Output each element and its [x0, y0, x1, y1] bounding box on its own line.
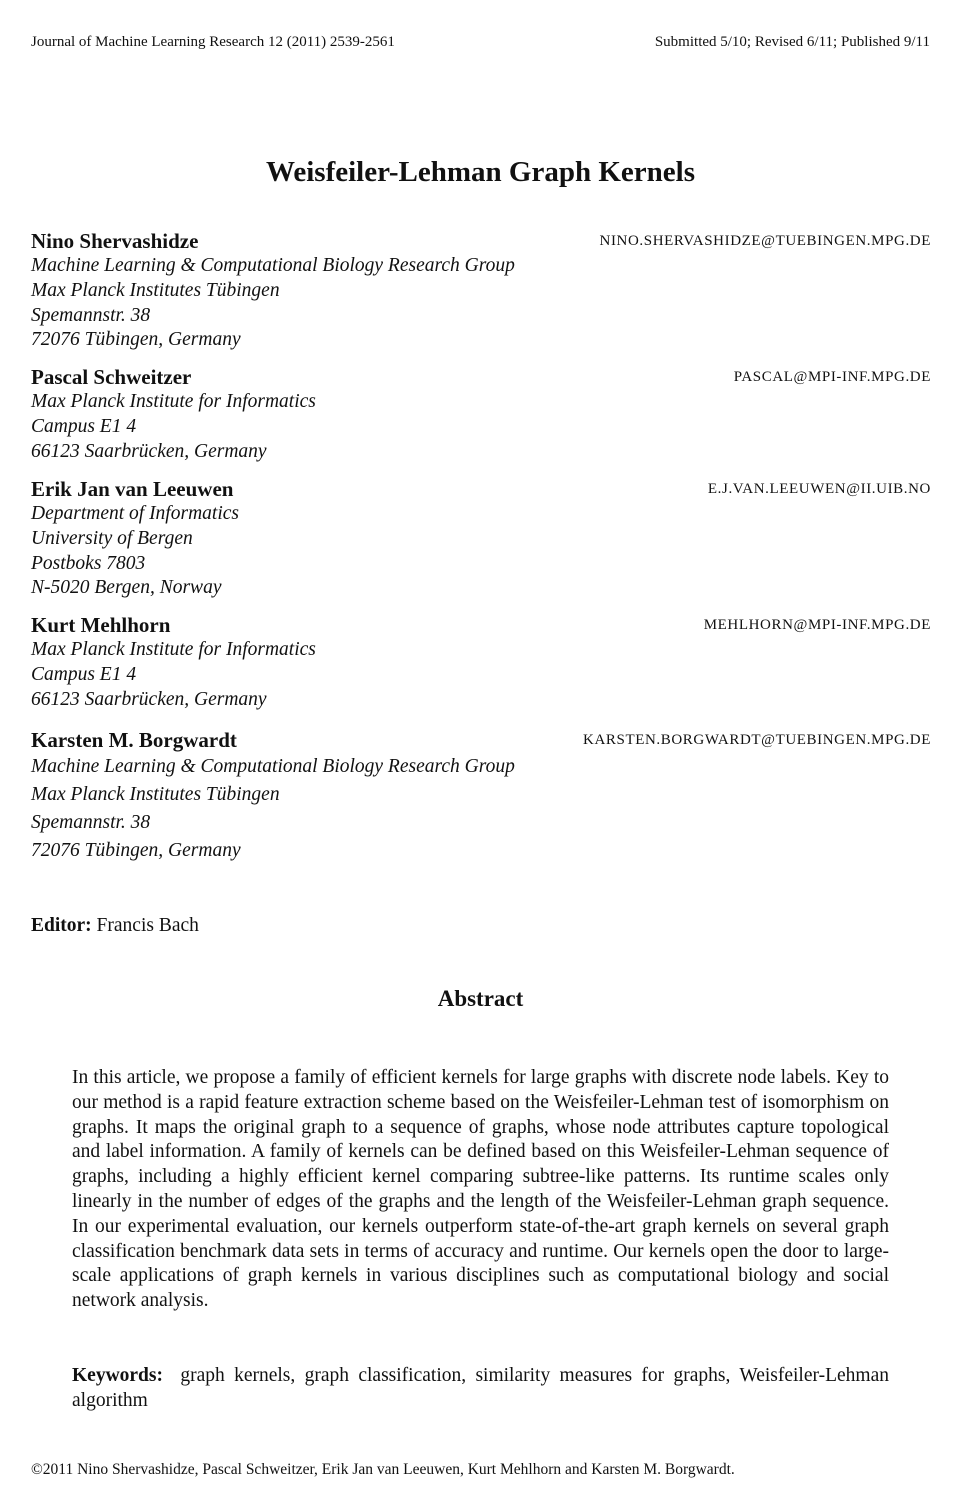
author-name: Erik Jan van Leeuwen: [31, 477, 234, 501]
affiliation-line: Postboks 7803: [31, 552, 146, 574]
affiliation-line: 66123 Saarbrücken, Germany: [31, 688, 267, 710]
affiliation-line: Max Planck Institute for Informatics: [31, 391, 316, 412]
editor-name: Francis Bach: [96, 915, 199, 936]
author-email: E.J.VAN.LEEUWEN@II.UIB.NO: [707, 481, 931, 497]
keywords-label: Keywords:: [72, 1365, 163, 1386]
author-block: [31, 364, 931, 464]
author-name: Nino Shervashidze: [31, 229, 199, 253]
affiliation-line: Max Planck Institutes Tübingen: [31, 279, 280, 301]
affiliation-line: Campus E1 4: [31, 415, 137, 437]
author-email: MEHLHORN@MPI-INF.MPG.DE: [703, 617, 931, 633]
abstract-text: In this article, we propose a family of efficient kernels for large graphs with discrete node labels. Key to our method is a rapid feature extraction scheme based on the Weisfeiler-Lehman test of isomorphism on graphs. It maps the original graph to a sequence of graphs, whose node attributes capture topological and label information. A family of kernels can be defined based on this Weisfeiler-Lehman sequence of graphs, including a highly efficient kernel comparing subtree-like patterns. Its runtime scales only linearly in the number of edges of the graphs and the length of the Weisfeiler-Lehman graph sequence. In our experimental evaluation, our kernels outperform state-of-the-art graph kernels on several graph classification benchmark data sets in terms of accuracy and runtime. Our kernels open the door to large-scale applications of graph kernels in various disciplines such as computational biology and social network analysis.: [72, 1067, 889, 1312]
keywords-line: [72, 1364, 889, 1414]
author-block: [31, 476, 931, 601]
affiliation-line: Campus E1 4: [31, 663, 137, 685]
journal-header: Journal of Machine Learning Research 12 (2011) 2539-2561: [31, 34, 395, 50]
author-block: [31, 228, 931, 353]
affiliation-line: Max Planck Institutes Tübingen: [31, 784, 280, 805]
affiliation-line: Spemannstr. 38: [31, 812, 151, 833]
affiliation-line: Machine Learning & Computational Biology Research Group: [31, 255, 515, 276]
abstract-heading: Abstract: [437, 986, 524, 1011]
author-name: Pascal Schweitzer: [31, 365, 192, 389]
affiliation-line: 66123 Saarbrücken, Germany: [31, 440, 267, 462]
affiliation-line: Machine Learning & Computational Biology Research Group: [31, 756, 515, 777]
author-block: [31, 727, 931, 865]
paper-title: Weisfeiler-Lehman Graph Kernels: [265, 156, 696, 188]
affiliation-line: N-5020 Bergen, Norway: [31, 577, 222, 599]
editor-line: [31, 913, 199, 939]
author-email: KARSTEN.BORGWARDT@TUEBINGEN.MPG.DE: [583, 732, 931, 748]
author-email: NINO.SHERVASHIDZE@TUEBINGEN.MPG.DE: [599, 233, 931, 249]
affiliation-line: 72076 Tübingen, Germany: [31, 840, 241, 861]
affiliation-line: Spemannstr. 38: [31, 304, 151, 326]
keywords-text: graph kernels, graph classification, similarity measures for graphs, Weisfeiler-Lehman algorithm: [72, 1365, 889, 1411]
editor-label: Editor:: [31, 915, 92, 936]
affiliation-line: Max Planck Institute for Informatics: [31, 639, 316, 660]
affiliation-line: University of Bergen: [31, 527, 193, 549]
affiliation-line: 72076 Tübingen, Germany: [31, 329, 241, 351]
author-email: PASCAL@MPI-INF.MPG.DE: [733, 369, 931, 385]
author-name: Kurt Mehlhorn: [31, 613, 171, 637]
submission-dates: Submitted 5/10; Revised 6/11; Published 9/11: [654, 34, 930, 50]
author-name: Karsten M. Borgwardt: [31, 728, 237, 752]
author-block: [31, 612, 931, 712]
copyright-notice: ©2011 Nino Shervashidze, Pascal Schweitzer, Erik Jan van Leeuwen, Kurt Mehlhorn and Karsten M. Borgwardt.: [31, 1461, 735, 1478]
affiliation-line: Department of Informatics: [31, 503, 239, 524]
